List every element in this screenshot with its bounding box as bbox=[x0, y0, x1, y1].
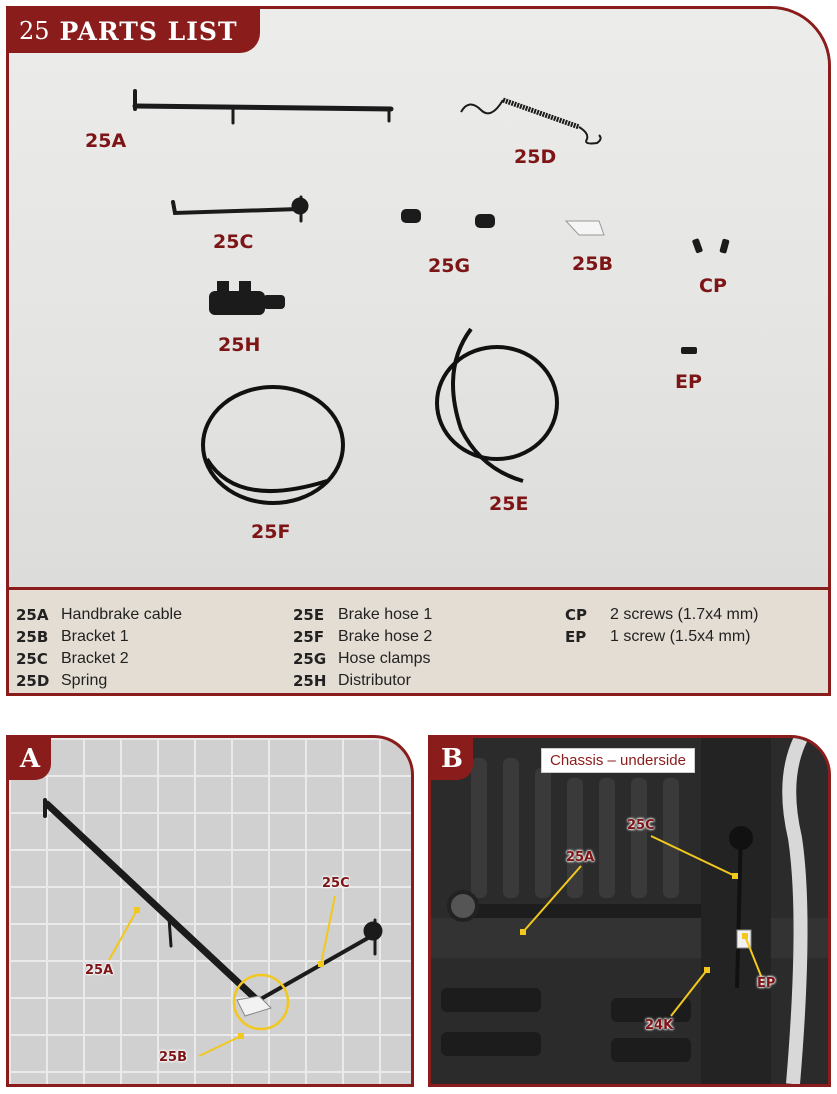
step-b-panel bbox=[428, 735, 831, 1087]
label-25f: 25F bbox=[251, 521, 291, 543]
legend-row bbox=[565, 604, 758, 626]
part-25h-image bbox=[209, 281, 285, 315]
legend-code: 25D bbox=[16, 672, 50, 690]
handbrake-cable-rod bbox=[47, 804, 257, 1000]
parts-list-panel bbox=[6, 6, 831, 696]
page-title: PARTS LIST bbox=[59, 16, 238, 46]
legend-row bbox=[293, 648, 432, 670]
callout-25b: 25B bbox=[159, 1050, 187, 1065]
part-25g-image-2 bbox=[475, 214, 495, 228]
bracket-1-shape bbox=[237, 996, 271, 1016]
part-ep-image bbox=[681, 347, 697, 354]
label-25e: 25E bbox=[489, 493, 529, 515]
legend-desc: Spring bbox=[61, 672, 108, 689]
parts-legend bbox=[9, 587, 828, 696]
label-25h: 25H bbox=[218, 334, 261, 356]
label-25b: 25B bbox=[572, 253, 613, 275]
title-number: 25 bbox=[19, 17, 50, 45]
callout-24k: 24K bbox=[645, 1018, 674, 1033]
step-a-panel bbox=[6, 735, 414, 1087]
legend-row bbox=[293, 604, 432, 626]
legend-row bbox=[16, 626, 182, 648]
part-25d-image bbox=[461, 100, 601, 144]
chassis-caption: Chassis – underside bbox=[541, 748, 695, 773]
legend-row bbox=[565, 626, 758, 648]
legend-desc: 1 screw (1.5x4 mm) bbox=[610, 628, 751, 645]
part-25c-image bbox=[173, 197, 308, 221]
legend-code: 25B bbox=[16, 628, 49, 646]
label-25d: 25D bbox=[514, 146, 557, 168]
part-cp-image bbox=[692, 238, 730, 254]
parts-photo bbox=[9, 9, 828, 587]
legend-row bbox=[16, 670, 182, 692]
callout-25a: 25A bbox=[85, 963, 114, 978]
part-25g-image-1 bbox=[401, 209, 421, 223]
label-25a: 25A bbox=[85, 130, 127, 152]
legend-desc: Brake hose 2 bbox=[338, 628, 433, 645]
legend-code: 25A bbox=[16, 606, 49, 624]
legend-code: 25C bbox=[16, 650, 48, 668]
legend-code: EP bbox=[565, 628, 587, 646]
legend-desc: Handbrake cable bbox=[61, 606, 182, 623]
legend-row bbox=[293, 626, 432, 648]
callout-ep: EP bbox=[757, 976, 776, 991]
legend-code: 25F bbox=[293, 628, 325, 646]
legend-code: CP bbox=[565, 606, 588, 624]
legend-code: 25H bbox=[293, 672, 327, 690]
part-25a-image bbox=[135, 91, 391, 123]
legend-desc: Brake hose 1 bbox=[338, 606, 433, 623]
label-25c: 25C bbox=[213, 231, 254, 253]
legend-desc: Bracket 1 bbox=[61, 628, 129, 645]
callout-25a: 25A bbox=[566, 850, 595, 865]
title-tab bbox=[9, 9, 260, 53]
legend-column-1 bbox=[16, 604, 182, 692]
part-25f-image bbox=[203, 387, 343, 503]
part-25b-image bbox=[566, 221, 604, 235]
legend-row bbox=[16, 648, 182, 670]
legend-code: 25E bbox=[293, 606, 325, 624]
parts-illustration bbox=[9, 9, 828, 587]
step-b-illustration bbox=[431, 738, 828, 1084]
legend-column-3 bbox=[565, 604, 758, 648]
label-ep: EP bbox=[675, 371, 702, 393]
legend-desc: Distributor bbox=[338, 672, 411, 689]
label-cp: CP bbox=[699, 275, 727, 297]
legend-row bbox=[293, 670, 432, 692]
callout-25c: 25C bbox=[627, 818, 655, 833]
legend-code: 25G bbox=[293, 650, 327, 668]
part-25e-image bbox=[437, 329, 557, 481]
legend-column-2 bbox=[293, 604, 432, 692]
step-a-tab: A bbox=[9, 738, 51, 780]
legend-row bbox=[16, 604, 182, 626]
legend-desc: Hose clamps bbox=[338, 650, 431, 667]
legend-desc: 2 screws (1.7x4 mm) bbox=[610, 606, 759, 623]
legend-desc: Bracket 2 bbox=[61, 650, 129, 667]
label-25g: 25G bbox=[428, 255, 471, 277]
step-a-illustration bbox=[9, 738, 411, 1084]
step-b-tab: B bbox=[431, 738, 473, 780]
bracket-2-rod bbox=[259, 934, 375, 1000]
callout-25c: 25C bbox=[322, 876, 350, 891]
